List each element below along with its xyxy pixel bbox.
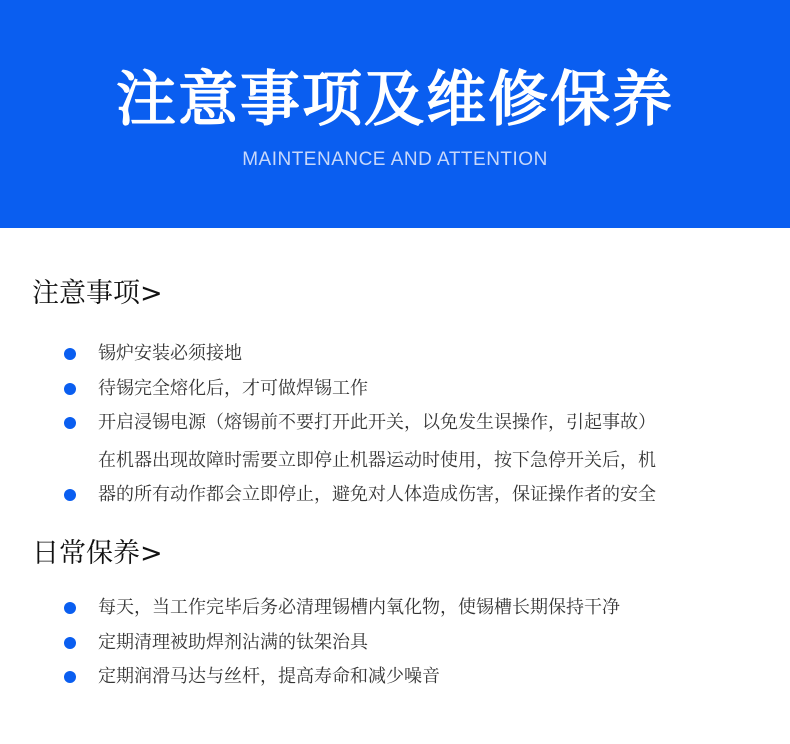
bullet-dot — [64, 383, 76, 395]
attention-heading: 注意事项> — [32, 278, 163, 309]
header-banner — [0, 0, 790, 228]
bullet-dot — [64, 602, 76, 614]
attention-item-3: 开启浸锡电源（熔锡前不要打开此开关，以免发生误操作，引起事故） — [98, 412, 656, 433]
bullet-dot — [64, 671, 76, 683]
maintenance-item-2: 定期清理被助焊剂沾满的钛架治具 — [98, 632, 368, 653]
bullet-dot — [64, 637, 76, 649]
attention-item-2: 待锡完全熔化后，才可做焊锡工作 — [98, 378, 368, 399]
page-title: 注意事项及维修保养 — [116, 65, 674, 135]
bullet-dot — [64, 417, 76, 429]
bullet-dot — [64, 348, 76, 360]
attention-item-1: 锡炉安装必须接地 — [98, 343, 242, 364]
maintenance-item-3: 定期润滑马达与丝杆，提高寿命和减少噪音 — [98, 666, 440, 687]
attention-item-5: 器的所有动作都会立即停止，避免对人体造成伤害，保证操作者的安全 — [98, 484, 656, 505]
maintenance-item-1: 每天，当工作完毕后务必清理锡槽内氧化物，使锡槽长期保持干净 — [98, 597, 620, 618]
attention-item-4: 在机器出现故障时需要立即停止机器运动时使用，按下急停开关后，机 — [98, 450, 656, 471]
maintenance-heading: 日常保养> — [32, 538, 163, 569]
page-subtitle: MAINTENANCE AND ATTENTION — [242, 149, 548, 170]
bullet-dot — [64, 489, 76, 501]
